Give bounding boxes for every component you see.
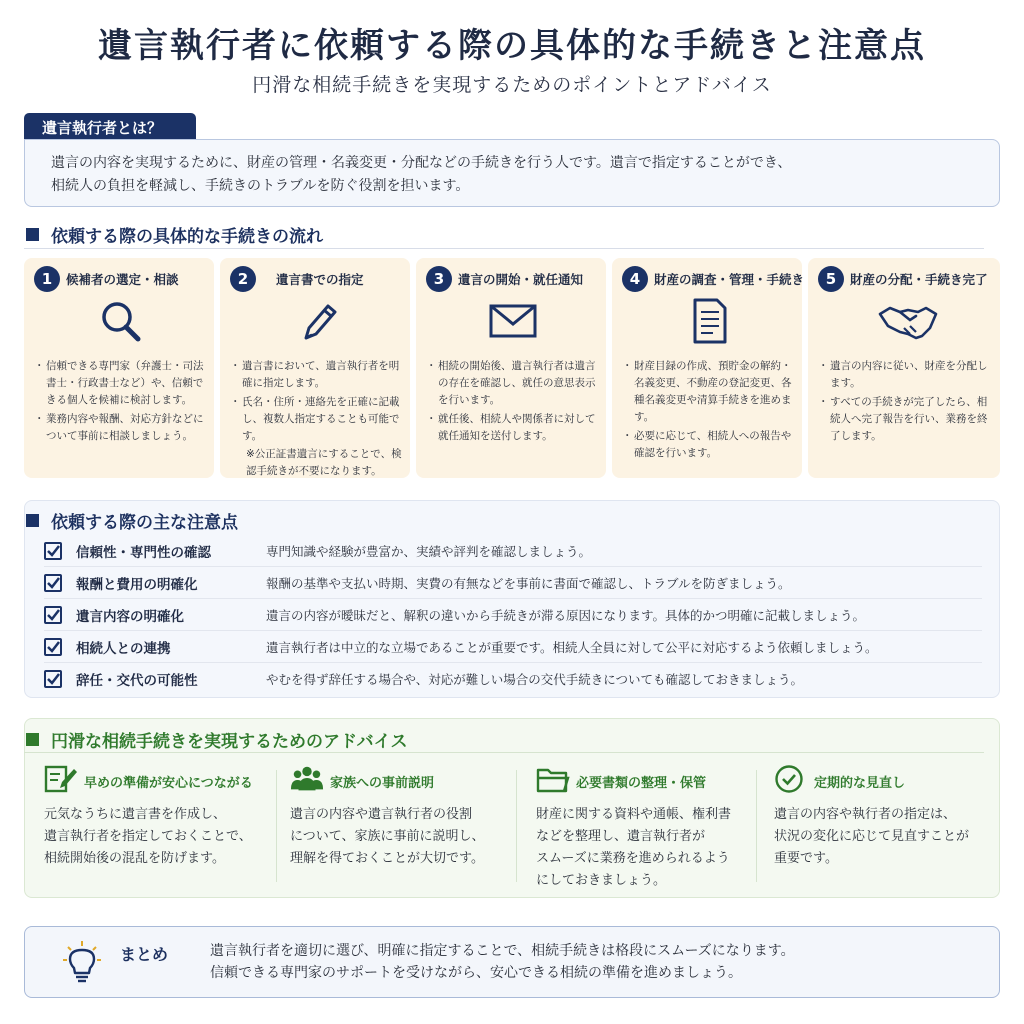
- cautions-heading-text: 依頼する際の主な注意点: [51, 513, 238, 533]
- step-bullet: ・ 財産目録の作成、預貯金の解約・名義変更、不動産の登記変更、各種名義変更や清算手続きを進めます。: [624, 358, 796, 426]
- page-title: 遺言執行者に依頼する際の具体的な手続きと注意点: [98, 26, 926, 66]
- step-bullet: ・ 遺言書において、遺言執行者を明確に指定します。: [232, 358, 404, 392]
- advice-title: 家族への事前説明: [330, 776, 435, 791]
- advice-line: スムーズに業務を進められるよう: [536, 851, 730, 866]
- advice-line: 財産に関する資料や通帳、権利書: [536, 807, 732, 822]
- step-bullet: ・ 氏名・住所・連絡先を正確に記載し、複数人指定することも可能です。: [232, 394, 404, 445]
- advice-item-4: [774, 760, 992, 884]
- step-card-1: [24, 258, 214, 478]
- step-bullet: ・ 就任後、相続人や関係者に対して就任通知を送付します。: [428, 411, 600, 445]
- step-card-2: [220, 258, 410, 478]
- step-title: 遺言の開始・就任通知: [458, 272, 584, 287]
- advice-line: 遺言の内容や執行者の指定は、: [774, 807, 957, 822]
- step-card-5: [808, 258, 1000, 478]
- step-bullet: ・ 業務内容や報酬、対応方針などについて事前に相談しましょう。: [36, 411, 208, 445]
- caution-text: 遺言執行者は中立的な立場であることが重要です。相続人全員に対して公平に対応するよう依頼しましょう。: [266, 639, 878, 655]
- step-card-4: [612, 258, 805, 478]
- pen-icon: [290, 298, 344, 344]
- advice-text: [290, 804, 484, 870]
- step-number: 4: [622, 266, 648, 292]
- advice-heading-text: 円滑な相続手続きを実現するためのアドバイス: [51, 732, 408, 752]
- caution-row: [44, 631, 982, 663]
- advice-line: 遺言執行者を指定しておくことで、: [44, 829, 252, 844]
- step-title: 財産の分配・手続き完了: [850, 272, 988, 287]
- step-note: ※公正証書遺言にすることで、検認手続きが不要になります。: [246, 448, 402, 477]
- step-number: 3: [426, 266, 452, 292]
- advice-title: 必要書類の整理・保管: [576, 776, 707, 791]
- advice-text: [44, 804, 252, 870]
- definition-line-1: 遺言の内容を実現するために、財産の管理・名義変更・分配などの手続きを行う人です。遺言で指定することができ、: [51, 155, 792, 171]
- advice-item-1: [44, 760, 272, 884]
- caution-text: 報酬の基準や支払い時期、実費の有無などを事前に書面で確認し、トラブルを防ぎましょう。: [266, 575, 791, 591]
- lightbulb-icon: [62, 940, 102, 984]
- step-title: 遺言書での指定: [276, 272, 364, 287]
- definition-box: [24, 139, 1000, 207]
- advice-line: 遺言の内容や遺言執行者の役割: [290, 807, 473, 822]
- caution-label: 報酬と費用の明確化: [76, 576, 198, 593]
- handshake-icon: [878, 298, 938, 344]
- caution-text: 遺言の内容が曖昧だと、解釈の違いから手続きが滞る原因になります。具体的かつ明確に記載しましょう。: [266, 607, 866, 623]
- family-icon: [290, 764, 324, 794]
- advice-divider: [756, 770, 757, 882]
- summary-line-1: 遺言執行者を適切に選び、明確に指定することで、相続手続きは格段にスムーズになります。: [210, 943, 795, 959]
- advice-text: [774, 804, 969, 870]
- checkbox-checked-icon: [44, 638, 62, 656]
- heading-square-icon: [26, 733, 39, 746]
- caution-row: [44, 535, 982, 567]
- step-bullet: ・ 相続の開始後、遺言執行者は遺言の存在を確認し、就任の意思表示を行います。: [428, 358, 600, 409]
- edit-note-icon: [44, 764, 78, 794]
- caution-label: 相続人との連携: [76, 640, 171, 657]
- caution-label: 遺言内容の明確化: [76, 608, 184, 625]
- advice-divider: [276, 770, 277, 882]
- caution-text: やむを得ず辞任する場合や、対応が難しい場合の交代手続きについても確認しておきましょう。: [266, 672, 804, 687]
- step-number: 2: [230, 266, 256, 292]
- advice-title: 早めの準備が安心につながる: [84, 776, 253, 791]
- caution-row: [44, 599, 982, 631]
- step-title: 候補者の選定・相談: [66, 272, 179, 287]
- checkbox-checked-icon: [44, 606, 62, 624]
- document-icon: [682, 298, 736, 344]
- advice-line: 元気なうちに遺言書を作成し、: [44, 807, 227, 822]
- heading-square-icon: [26, 514, 39, 527]
- advice-item-3: [536, 760, 750, 888]
- caution-label: 辞任・交代の可能性: [76, 673, 198, 689]
- summary-label: まとめ: [120, 945, 169, 964]
- caution-text: 専門知識や経験が豊富か、実績や評判を確認しましょう。: [266, 543, 592, 559]
- step-card-3: [416, 258, 606, 478]
- steps-heading-text: 依頼する際の具体的な手続きの流れ: [51, 227, 323, 247]
- page-subtitle: 円滑な相続手続きを実現するためのポイントとアドバイス: [252, 74, 772, 96]
- steps-section-heading: [26, 222, 323, 247]
- advice-line: 相続開始後の混乱を防げます。: [44, 851, 225, 866]
- definition-heading: 遺言執行者とは？: [24, 113, 196, 140]
- advice-text: [536, 804, 731, 892]
- advice-line: 理解を得ておくことが大切です。: [290, 851, 484, 866]
- step-bullet: ・ 遺言の内容に従い、財産を分配します。: [820, 358, 992, 392]
- step-number: 1: [34, 266, 60, 292]
- summary-line-2: 信頼できる専門家のサポートを受けながら、安心できる相続の準備を進めましょう。: [210, 965, 742, 981]
- advice-divider: [516, 770, 517, 882]
- step-number: 5: [818, 266, 844, 292]
- section-divider: [24, 752, 984, 753]
- checkbox-checked-icon: [44, 542, 62, 560]
- envelope-icon: [486, 298, 540, 344]
- advice-line: について、家族に事前に説明し、: [290, 829, 485, 844]
- folder-icon: [536, 764, 570, 794]
- definition-line-2: 相続人の負担を軽減し、手続きのトラブルを防ぐ役割を担います。: [51, 178, 470, 194]
- summary-text: [210, 940, 795, 984]
- step-bullet: ・ すべての手続きが完了したら、相続人へ完了報告を行い、業務を終了します。: [820, 394, 992, 445]
- advice-line: などを整理し、遺言執行者が: [536, 829, 706, 844]
- checkbox-checked-icon: [44, 670, 62, 688]
- advice-line: 重要です。: [774, 851, 838, 866]
- advice-line: 状況の変化に応じて見直すことが: [774, 829, 970, 844]
- checkbox-checked-icon: [44, 574, 62, 592]
- advice-line: にしておきましょう。: [536, 873, 667, 888]
- step-bullet: ・ 信頼できる専門家（弁護士・司法書士・行政書士など）や、信頼できる個人を候補に検討します。: [36, 358, 208, 409]
- caution-label: 信頼性・専門性の確認: [76, 544, 211, 561]
- heading-square-icon: [26, 228, 39, 241]
- step-bullet: ・ 必要に応じて、相続人への報告や確認を行います。: [624, 428, 796, 462]
- caution-row: [44, 663, 982, 695]
- step-title: 財産の調査・管理・手続き: [654, 272, 805, 287]
- caution-row: [44, 567, 982, 599]
- search-icon: [94, 298, 148, 344]
- check-circle-icon: [774, 764, 808, 794]
- advice-item-2: [290, 760, 512, 884]
- advice-title: 定期的な見直し: [814, 776, 906, 791]
- section-divider: [24, 248, 984, 249]
- cautions-section-heading: [26, 508, 238, 533]
- advice-section-heading: [26, 727, 408, 752]
